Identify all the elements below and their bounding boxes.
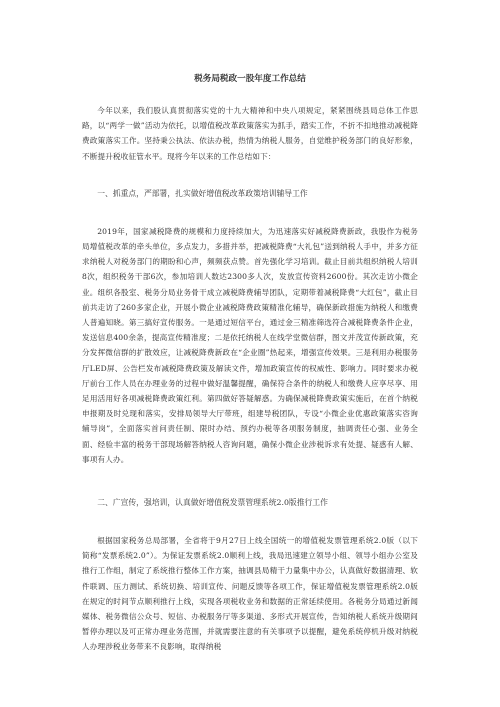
section-1-heading: 一、抓重点，严部署，扎实做好增值税改革政策培训辅导工作 — [97, 188, 308, 198]
section-2-body: 根据国家税务总局部署，全省将于9月27日上线全国统一的增值税发票管理系统2.0版（以下简称“发票系统2.0”）。为保证发票系统2.0顺利上线，我局迅速建立领导小组、领导小组办公室及推行工作组，制定了系统推行整体工作方案，抽调县局精干力量集中办公，认真做好数据清理、软件联调、压力测试、系统切换、培训宣传、问题反馈等各项工作，保证增值税发票管理系统2.0版在规定的时间节点顺利推行上线，实现各项税收业务和数据的正常延续使用。各税务分局通过新闻媒体、税务微信公众号、短信、办税服务厅等多渠道、多形式开展宣传，告知纳税人系统升级期间暂停办理以及可正常办理业务范围，并就需要注意的有关事项予以提醒，避免系统停机升级对纳税人办理涉税业务带来不良影响，取得纳税 — [82, 536, 418, 652]
intro-paragraph: 今年以来，我们股认真贯彻落实党的十九大精神和中央八项规定，紧紧围绕县局总体工作思路，以“两学一做”活动为依托，以增值税改革政策落实为抓手，踏实工作，不折不扣地推动减税降费政策落实工作。坚持秉公执法、依法办税，热情为纳税人服务，自觉维护税务部门的良好形象，不断提升税收征管水平。现将今年以来的工作总结如下： — [82, 106, 418, 161]
document-title: 税务局税政一股年度工作总结 — [194, 74, 306, 84]
section-2-heading: 二、广宣传，强培训，认真做好增值税发票管理系统2.0版推行工作 — [97, 498, 328, 508]
spacer — [82, 200, 418, 224]
spacer — [82, 164, 418, 188]
spacer — [82, 467, 418, 497]
section-1-body: 2019年，国家减税降费的规模和力度持续加大，为迅速落实好减税降费新政，我股作为税务局增值税改革的牵头单位，多点发力，多措并举，把减税降费“大礼包”送到纳税人手中，并多方征求纳税人对税务部门的期盼和心声，频频获点赞。首先强化学习培训。截止目前共组织纳税人培训8次，组织税务干部6次，参加培训人数达2300多人次，发放宣传资料2600份。其次走访小微企业。组织各股室、税务分局业务骨干成立减税降费辅导团队，定期带着减税降费“大红包”，截止目前共走访了260多家企业，开展小微企业减税降费政策精准化辅导，确保新政措施为纳税人和缴费人普遍知晓。第三搞好宣传服务。一是通过短信平台，通过金三精准筛选符合减税降费条件企业，发送信息400余条，提高宣传精准度；二是依托纳税人在线学堂微信群，图文并茂宣传新政策，充分发挥微信群的扩散效应，让减税降费新政在“企业圈”热起来，增强宣传效果。三是利用办税服务厅LED屏、公告栏发布减税降费政策及解读文件，增加政策宣传的权威性、影响力。同时要求办税厅前台工作人员在办理业务的过程中做好温馨提醒，确保符合条件的纳税人和缴费人应享尽享、用足用活用好各项减税降费政策红利。第四做好答疑解惑。为确保减税降费政策实施后，在首个纳税申报期及时兑现和落实，安排局领导大厅带班，组建导税团队，专设“小微企业优惠政策落实咨询辅导岗”，全面落实首问责任制、限时办结、预约办税等各项服务制度，抽调责任心强、业务全面、经验丰富的税务干部现场解答纳税人咨询问题，确保小微企业涉税诉求有处提、疑惑有人解、事项有人办。 — [82, 226, 418, 464]
spacer — [82, 509, 418, 533]
